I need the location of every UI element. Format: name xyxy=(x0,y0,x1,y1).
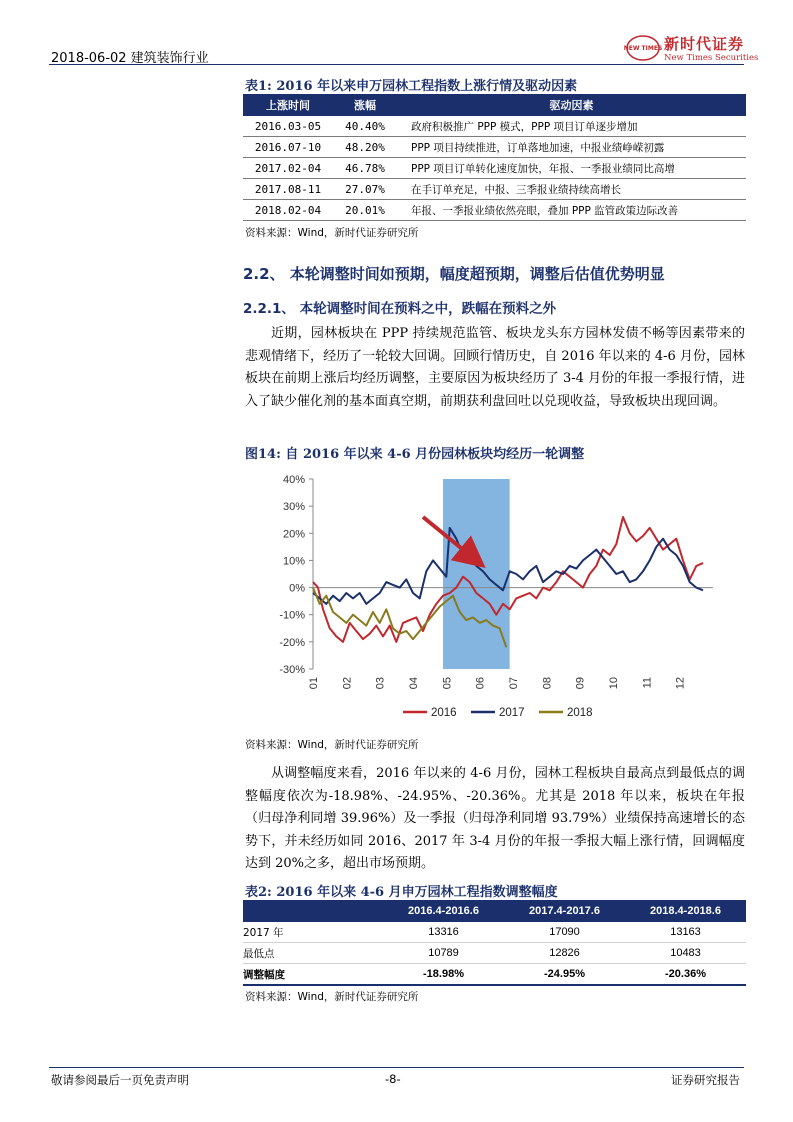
table2 xyxy=(243,900,746,986)
highlight-band xyxy=(443,479,510,669)
table1-cell: 年报、一季报业绩依然亮眼，叠加 PPP 监管政策边际改善 xyxy=(397,200,746,221)
table-row xyxy=(243,943,746,964)
table1-cell: 27.07% xyxy=(333,179,397,200)
table1-cell: 2018.02-04 xyxy=(243,200,333,221)
table1-col-time: 上涨时间 xyxy=(243,94,333,116)
table1-cell: 政府积极推广 PPP 模式，PPP 项目订单逐步增加 xyxy=(397,116,746,137)
header-date-industry: 2018-06-02 建筑装饰行业 xyxy=(51,51,209,66)
table1-cell: 2017.08-11 xyxy=(243,179,333,200)
table2-col-blank xyxy=(243,900,383,922)
table1-cell: 2017.02-04 xyxy=(243,158,333,179)
footer-divider xyxy=(49,1067,744,1068)
table2-cell: 13163 xyxy=(625,922,746,943)
table1-cell: 2016.07-10 xyxy=(243,137,333,158)
table2-cell: -24.95% xyxy=(504,964,625,986)
table2-cell: -18.98% xyxy=(383,964,504,986)
table-row xyxy=(243,922,746,943)
y-tick-label: 0% xyxy=(289,582,305,595)
y-tick-label: 10% xyxy=(282,555,305,568)
x-tick-label: 02 xyxy=(341,677,354,690)
table1-col-gain: 涨幅 xyxy=(333,94,397,116)
section-heading-2-2: 2.2、 本轮调整时间如预期，幅度超预期，调整后估值优势明显 xyxy=(243,265,665,283)
table1-title: 表1: 2016 年以来申万园林工程指数上涨行情及驱动因素 xyxy=(245,79,578,94)
brand-logo xyxy=(623,33,759,65)
table-row xyxy=(243,200,746,221)
table-row xyxy=(243,116,746,137)
brand-name-en: New Times Securities xyxy=(664,53,759,63)
footer-disclaimer: 敬请参阅最后一页免责声明 xyxy=(51,1073,189,1087)
x-tick-label: 04 xyxy=(408,677,420,690)
x-tick-label: 10 xyxy=(608,677,620,690)
header-divider xyxy=(49,64,744,65)
y-tick-label: -10% xyxy=(279,609,305,622)
paragraph-2: 从调整幅度来看，2016 年以来的 4-6 月份，园林工程板块自最高点到最低点的调整幅度依次为-18.98%、-24.95%、-20.36%。尤其是 2018 年以来，板块在年报（归母净利同增 39.96%）及一季报（归母净利同增 93.79%）业绩保持高速增长的态势下，并未经历如同 2016、2017 年 3-4 月份的年报一季报大幅上涨行情，回调幅度达到 20%之多，超出市场预期。 xyxy=(245,766,745,871)
legend-label-2016: 2016 xyxy=(431,707,457,719)
table1-cell: 40.40% xyxy=(333,116,397,137)
table2-cell: 17090 xyxy=(504,922,625,943)
table1-cell: 46.78% xyxy=(333,158,397,179)
figure14-chart xyxy=(243,464,746,726)
brand-name-cn: 新时代证券 xyxy=(664,35,745,53)
table2-row-label: 调整幅度 xyxy=(243,964,383,986)
table2-row-label: 最低点 xyxy=(243,943,383,964)
line-chart xyxy=(243,464,746,726)
figure14-source: 资料来源：Wind，新时代证券研究所 xyxy=(245,739,419,751)
table2-cell: 13316 xyxy=(383,922,504,943)
y-tick-label: -20% xyxy=(279,636,305,649)
table1-source: 资料来源：Wind，新时代证券研究所 xyxy=(245,227,419,239)
legend-label-2017: 2017 xyxy=(499,707,525,719)
table1-cell: 20.01% xyxy=(333,200,397,221)
section-heading-2-2-1: 2.2.1、 本轮调整时间在预料之中，跌幅在预料之外 xyxy=(243,301,557,317)
y-tick-label: 40% xyxy=(282,474,305,486)
table-row xyxy=(243,179,746,200)
x-tick-label: 01 xyxy=(308,677,320,690)
table2-col-2016: 2016.4-2016.6 xyxy=(383,900,504,922)
table1-cell: 48.20% xyxy=(333,137,397,158)
footer-page-number: -8- xyxy=(385,1072,401,1086)
paragraph-1: 近期，园林板块在 PPP 持续规范监管、板块龙头东方园林发债不畅等因素带来的悲观情绪下，经历了一轮较大回调。回顾行情历史，自 2016 年以来的 4-6 月份，园林板块在前期上涨后均经历调整，主要原因为板块经历了 3-4 月份的年报一季报行情，进入了缺少催化剂的基本面真空期，前期获利盘回吐以兑现收益，导致板块出现回调。 xyxy=(245,326,745,409)
brand-mark-text: NEW TIMES xyxy=(623,45,663,52)
y-tick-label: 20% xyxy=(282,528,305,541)
figure14-title: 图14: 自 2016 年以来 4-6 月份园林板块均经历一轮调整 xyxy=(245,447,585,462)
x-tick-label: 12 xyxy=(674,677,687,690)
table-row xyxy=(243,158,746,179)
table1-col-driver: 驱动因素 xyxy=(397,94,746,116)
footer-report-type: 证券研究报告 xyxy=(671,1073,740,1087)
table2-row-label: 2017 年 xyxy=(243,922,383,943)
x-tick-label: 03 xyxy=(374,677,387,690)
x-tick-label: 05 xyxy=(441,677,454,690)
table1 xyxy=(243,94,746,221)
table-row xyxy=(243,137,746,158)
table2-cell: 12826 xyxy=(504,943,625,964)
x-tick-label: 06 xyxy=(474,677,487,690)
legend-label-2018: 2018 xyxy=(567,707,593,719)
table2-cell: -20.36% xyxy=(625,964,746,986)
table1-cell: 2016.03-05 xyxy=(243,116,333,137)
table2-col-2017: 2017.4-2017.6 xyxy=(504,900,625,922)
table2-col-2018: 2018.4-2018.6 xyxy=(625,900,746,922)
table1-cell: PPP 项目订单转化速度加快，年报、一季报业绩同比高增 xyxy=(397,158,746,179)
table2-cell: 10789 xyxy=(383,943,504,964)
table2-source: 资料来源：Wind，新时代证券研究所 xyxy=(245,991,419,1003)
y-tick-label: -30% xyxy=(279,664,305,676)
x-tick-label: 07 xyxy=(508,677,520,690)
table2-title: 表2: 2016 年以来 4-6 月申万园林工程指数调整幅度 xyxy=(245,885,558,900)
table1-cell: 在手订单充足，中报、三季报业绩持续高增长 xyxy=(397,179,746,200)
x-tick-label: 09 xyxy=(574,677,587,690)
x-tick-label: 11 xyxy=(641,677,654,689)
y-tick-label: 30% xyxy=(282,501,305,514)
x-tick-label: 08 xyxy=(541,677,554,690)
table2-cell: 10483 xyxy=(625,943,746,964)
brand-mark-icon xyxy=(623,35,663,61)
table1-cell: PPP 项目持续推进，订单落地加速，中报业绩峥嵘初露 xyxy=(397,137,746,158)
table-row xyxy=(243,964,746,986)
